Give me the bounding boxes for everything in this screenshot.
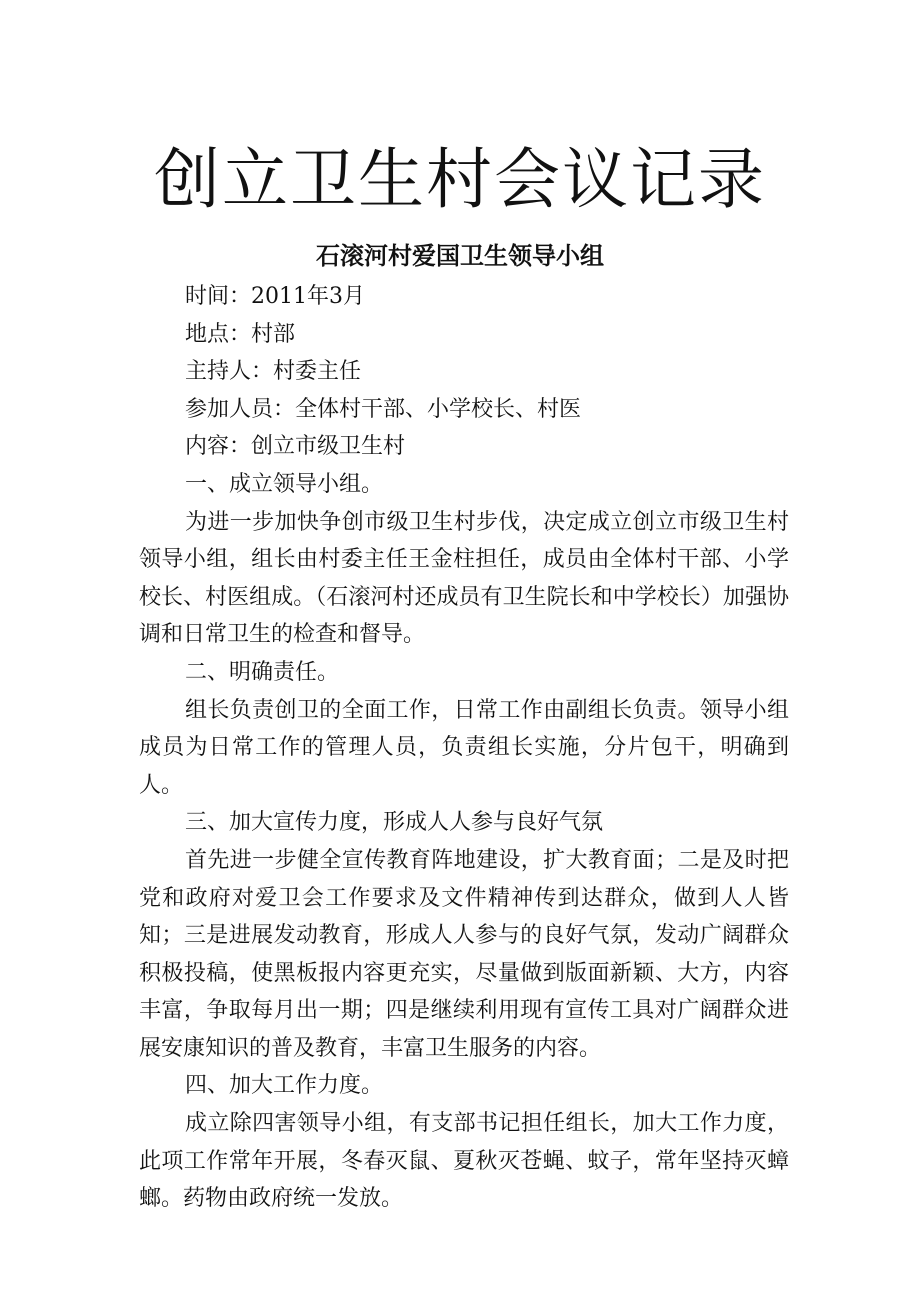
meeting-attendees: 参加人员：全体村干部、小学校长、村医 (185, 396, 582, 422)
meeting-place: 地点：村部 (185, 321, 296, 347)
document-subtitle: 石滚河村爱国卫生领导小组 (316, 242, 604, 270)
meeting-content: 内容：创立市级卫生村 (185, 434, 406, 460)
meeting-host: 主持人：村委主任 (185, 359, 362, 385)
meeting-time: 时间：2011年3月 (185, 284, 365, 309)
section-heading-2: 二、明确责任。 (185, 659, 340, 685)
document-title: 创立卫生村会议记录 (154, 141, 766, 218)
section-body-2: 组长负责创卫的全面工作，日常工作由副组长负责。领导小组成员为日常工作的管理人员，负责组长实施，分片包干，明确到人。 (139, 697, 789, 798)
section-body-4: 成立除四害领导小组，有支部书记担任组长，加大工作力度，此项工作常年开展，冬春灭鼠、夏秋灭苍蝇、蚊子，常年坚持灭蟑螂。药物由政府统一发放。 (139, 1111, 789, 1212)
section-body-3: 首先进一步健全宣传教育阵地建设，扩大教育面；二是及时把党和政府对爱卫会工作要求及文件精神传到达群众，做到人人皆知；三是进展发动教育，形成人人参与的良好气氛，发动广阔群众积极投稿，使黑板报内容更充实，尽量做到版面新颖、大方，内容丰富，争取每月出一期；四是继续利用现有宣传工具对广阔群众进展安康知识的普及教育，丰富卫生服务的内容。 (139, 847, 789, 1061)
section-heading-3: 三、加大宣传力度，形成人人参与良好气氛 (185, 810, 604, 836)
section-heading-1: 一、成立领导小组。 (185, 471, 384, 497)
section-body-1: 为进一步加快争创市级卫生村步伐，决定成立创立市级卫生村领导小组，组长由村委主任王金柱担任，成员由全体村干部、小学校长、村医组成。（石滚河村还成员有卫生院长和中学校长）加强协调和日常卫生的检查和督导。 (139, 509, 789, 648)
section-heading-4: 四、加大工作力度。 (185, 1073, 384, 1099)
document-body (139, 278, 789, 1218)
